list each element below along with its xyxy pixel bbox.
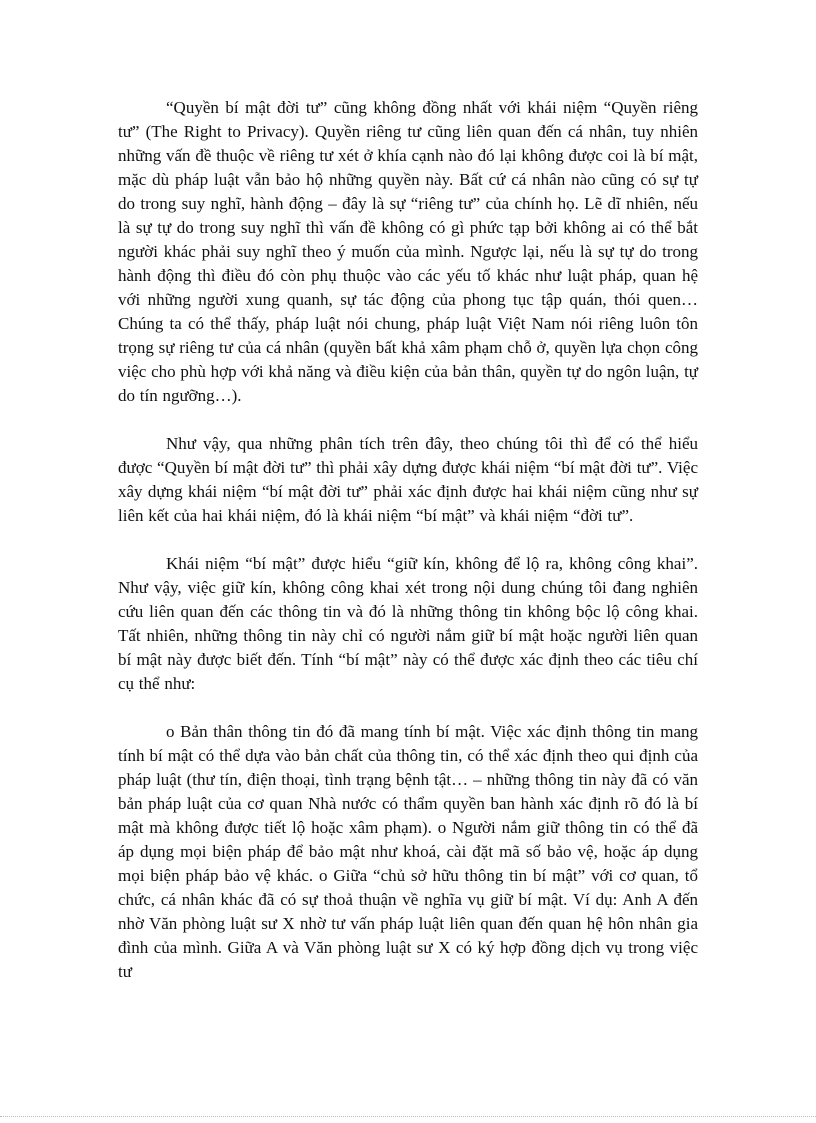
page-bottom-dotted-line — [0, 1116, 816, 1117]
paragraph-building-definition: Như vậy, qua những phân tích trên đây, theo chúng tôi thì để có thể hiểu được “Quyền bí mật đời tư” thì phải xây dựng được khái niệm “bí mật đời tư”. Việc xây dựng khái niệm “bí mật đời tư” phải xác định được hai khái niệm cũng như sự liên kết của hai khái niệm, đó là khái niệm “bí mật” và khái niệm “đời tư”. — [118, 434, 698, 525]
paragraph-privacy-concept: “Quyền bí mật đời tư” cũng không đồng nhất với khái niệm “Quyền riêng tư” (The Right to Privacy). Quyền riêng tư cũng liên quan đến cá nhân, tuy nhiên những vấn đề thuộc về riêng tư xét ở khía cạnh nào đó lại không được coi là bí mật, mặc dù pháp luật vẫn bảo hộ những quyền này. Bất cứ cá nhân nào cũng có sự tự do trong suy nghĩ, hành động – đây là sự “riêng tư” của chính họ. Lẽ dĩ nhiên, nếu là sự tự do trong suy nghĩ thì vấn đề không có gì phức tạp bởi không ai có thể bắt người khác phải suy nghĩ theo ý muốn của mình. Ngược lại, nếu là sự tự do trong hành động thì điều đó còn phụ thuộc vào các yếu tố khác như luật pháp, quan hệ với những người xung quanh, sự tác động của phong tục tập quán, thói quen…Chúng ta có thể thấy, pháp luật nói chung, pháp luật Việt Nam nói riêng luôn tôn trọng sự riêng tư của cá nhân (quyền bất khả xâm phạm chỗ ở, quyền lựa chọn công việc cho phù hợp với khả năng và điều kiện của bản thân, quyền tự do ngôn luận, tự do tín ngưỡng…). — [118, 98, 698, 405]
paragraph-secret-criteria-list: o Bản thân thông tin đó đã mang tính bí mật. Việc xác định thông tin mang tính bí mật có thể dựa vào bản chất của thông tin, có thể xác định theo qui định của pháp luật (thư tín, điện thoại, tình trạng bệnh tật… – những thông tin này đã có văn bản pháp luật của cơ quan Nhà nước có thẩm quyền ban hành xác định rõ đó là bí mật mà không được tiết lộ hoặc xâm phạm). o Người nắm giữ thông tin có thể đã áp dụng mọi biện pháp để bảo mật như khoá, cài đặt mã số bảo vệ, hoặc áp dụng mọi biện pháp bảo vệ khác. o Giữa “chủ sở hữu thông tin bí mật” với cơ quan, tổ chức, cá nhân khác đã có sự thoả thuận về nghĩa vụ giữ bí mật. Ví dụ: Anh A đến nhờ Văn phòng luật sư X nhờ tư vấn pháp luật liên quan đến quan hệ hôn nhân gia đình của mình. Giữa A và Văn phòng luật sư X có ký hợp đồng dịch vụ trong việc tư — [118, 722, 698, 981]
paragraph-secret-definition: Khái niệm “bí mật” được hiểu “giữ kín, không để lộ ra, không công khai”. Như vậy, việc giữ kín, không công khai xét trong nội dung chúng tôi đang nghiên cứu liên quan đến các thông tin và đó là những thông tin không bộc lộ công khai. Tất nhiên, những thông tin này chỉ có người nắm giữ bí mật hoặc người liên quan bí mật này được biết đến. Tính “bí mật” này có thể được xác định theo các tiêu chí cụ thể như: — [118, 554, 698, 693]
